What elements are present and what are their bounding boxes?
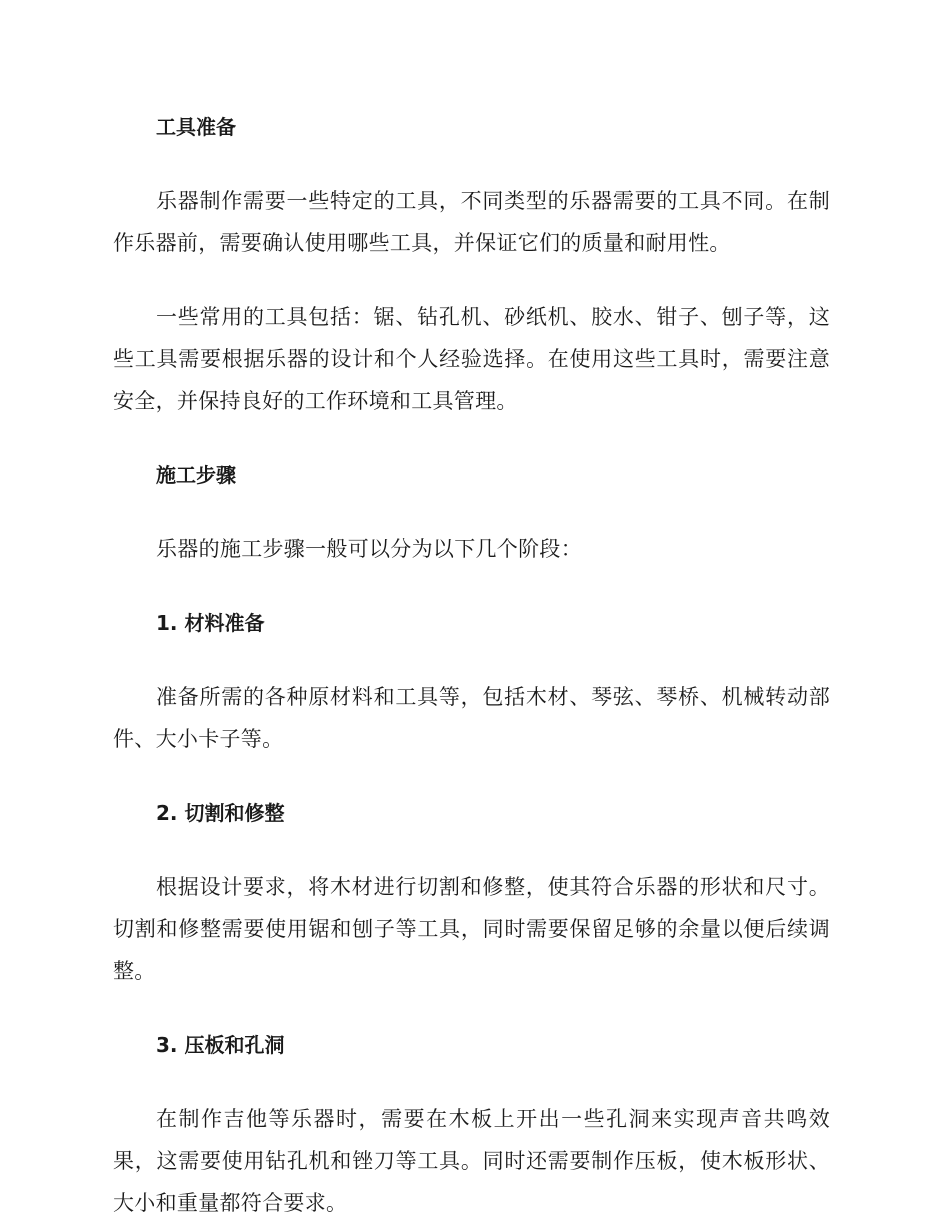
heading-step-2: 2. 切割和修整 xyxy=(156,801,285,825)
heading-tools-preparation: 工具准备 xyxy=(156,115,236,139)
paragraph-step-3: 在制作吉他等乐器时，需要在木板上开出一些孔洞来实现声音共鸣效果，这需要使用钻孔机和锉刀等工具。同时还需要制作压板，使木板形状、大小和重量都符合要求。 xyxy=(113,1107,830,1215)
paragraph-common-tools: 一些常用的工具包括：锯、钻孔机、砂纸机、胶水、钳子、刨子等，这些工具需要根据乐器的设计和个人经验选择。在使用这些工具时，需要注意安全，并保持良好的工作环境和工具管理。 xyxy=(113,305,830,413)
heading-step-3: 3. 压板和孔洞 xyxy=(156,1033,285,1057)
heading-construction-steps: 施工步骤 xyxy=(156,463,236,487)
heading-step-1: 1. 材料准备 xyxy=(156,611,265,635)
paragraph-step-2: 根据设计要求，将木材进行切割和修整，使其符合乐器的形状和尺寸。切割和修整需要使用锯和刨子等工具，同时需要保留足够的余量以便后续调整。 xyxy=(113,875,830,983)
paragraph-steps-intro: 乐器的施工步骤一般可以分为以下几个阶段： xyxy=(156,537,582,561)
paragraph-tools-intro: 乐器制作需要一些特定的工具，不同类型的乐器需要的工具不同。在制作乐器前，需要确认使用哪些工具，并保证它们的质量和耐用性。 xyxy=(113,189,830,255)
paragraph-step-1: 准备所需的各种原材料和工具等，包括木材、琴弦、琴桥、机械转动部件、大小卡子等。 xyxy=(113,685,830,751)
